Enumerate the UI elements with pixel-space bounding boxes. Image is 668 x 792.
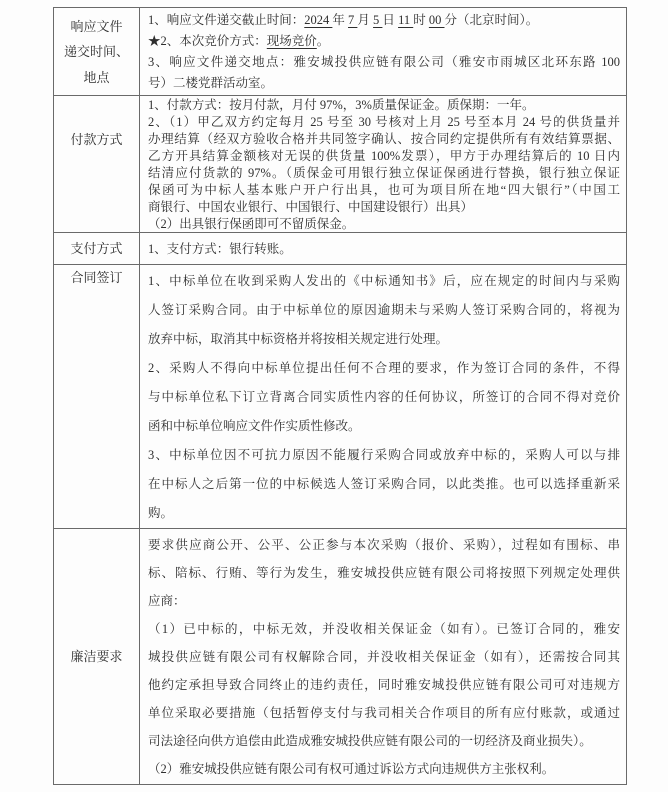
text-segment: ★2、本次竞价方式： (148, 34, 267, 48)
text-segment: 司法途径向供方追偿由此造成雅安城投供应链有限公司的一切经济及商业损失）。 (148, 734, 592, 748)
text-segment: 3、响应文件递交地点：雅安城投供应链有限公司（雅安市雨城区北环东路 100 (148, 55, 620, 69)
text-line (148, 97, 620, 114)
text-segment: 保函可为中标人基本账户开户行出具，也可为项目所在地“四大银行”（中国工 (148, 183, 620, 197)
text-segment: 标、陪标、行贿、等行为发生，雅安城投供应链有限公司将按照下列规定处理供 (148, 566, 620, 580)
row-label-line: 廉洁要求 (70, 649, 123, 664)
text-segment: （1）已中标的，中标无效，并没收相关保证金（如有）。已签订合同的，雅安 (148, 622, 620, 636)
text-line (148, 267, 620, 296)
text-segment: 商银行、中国农业银行、中国银行、中国建设银行）出具） (148, 200, 474, 214)
table-row-contract-signing (54, 264, 626, 528)
text-segment: 人签订采购合同。由于中标单位的原因逾期未与采购人签订采购合同的，将视为 (148, 303, 620, 317)
text-line (148, 354, 620, 383)
text-line (148, 148, 620, 165)
row-label-payment-terms (54, 96, 140, 232)
row-label-integrity (54, 529, 140, 784)
row-label-payment-method (54, 233, 140, 264)
text-line (148, 643, 620, 671)
row-label-line: 地点 (83, 69, 110, 85)
text-line (148, 114, 620, 131)
text-segment: 时 (413, 13, 429, 27)
text-segment: 结清应付货款的 97%。（质保金可用银行独立保证保函进行替换，银行独立保证 (148, 166, 620, 180)
table-row-submission (54, 8, 626, 95)
text-line (148, 216, 620, 232)
text-line (148, 131, 620, 148)
text-line (148, 531, 620, 559)
row-content-integrity (140, 529, 626, 784)
text-segment: 。 (316, 34, 330, 48)
table-row-payment-terms (54, 95, 626, 232)
row-label-line: 递交时间、 (63, 44, 129, 59)
text-segment: 1、响应文件递交截止时间： (148, 13, 305, 27)
text-segment: 与中标单位私下订立背离合同实质性内容的任何协议，所签订的合同不得对竞价 (148, 390, 620, 404)
text-line (148, 199, 620, 216)
text-line (148, 499, 620, 528)
row-label-line: 支付方式 (70, 241, 123, 256)
text-line (148, 182, 620, 199)
text-segment: （2）雅安城投供应链有限公司有权可通过诉讼方式向违规供方主张权利。 (148, 762, 555, 776)
text-line (148, 165, 620, 182)
text-segment: 放弃中标，取消其中标资格并将按相关规定进行处理。 (148, 332, 449, 346)
text-line (148, 52, 620, 73)
text-segment: 1、付款方式：按月付款，月付 97%，3%质量保证金。质保期：一年。 (148, 98, 535, 112)
text-segment: 函和中标单位响应文件作实质性修改。 (148, 419, 361, 433)
underlined-text: 11 (398, 13, 414, 27)
table-row-payment-method (54, 232, 626, 264)
row-label-line: 合同签订 (70, 270, 123, 285)
text-segment: 要求供应商公开、公平、公正参与本次采购（报价、采购），过程如有围标、串 (148, 538, 620, 552)
text-segment: 1、支付方式：银行转账。 (148, 242, 292, 256)
text-line (148, 671, 620, 699)
text-segment: 号）二楼党群活动室。 (148, 76, 274, 90)
table-row-integrity (54, 528, 626, 784)
underlined-text: 5 (373, 13, 383, 27)
row-label-contract-signing (54, 265, 140, 528)
row-content-contract-signing (140, 265, 626, 528)
text-line (148, 727, 620, 755)
row-content-submission (140, 8, 626, 95)
text-line (148, 236, 620, 262)
text-segment: 3、中标单位因不可抗力原因不能履行采购合同或放弃中标的，采购人可以与排 (148, 448, 620, 462)
text-line (148, 615, 620, 643)
text-segment: 分（北京时间）。 (444, 13, 539, 27)
text-segment: 乙方开具结算金额核对无误的供货量 100%发票），甲方于办理结算后的 10 日内 (148, 149, 620, 163)
text-segment: 购。 (148, 506, 174, 520)
text-line (148, 325, 620, 354)
text-line (148, 73, 620, 94)
text-segment: 2、（1）甲乙双方约定每月 25 号至 30 号核对上月 25 号至本月 24 号的供货量并 (148, 115, 620, 129)
text-segment: 在中标人之后第一位的中标候选人签订采购合同，以此类推。也可以选择重新采 (148, 477, 620, 491)
text-segment: 日 (382, 13, 399, 27)
row-label-line: 付款方式 (70, 132, 123, 147)
text-line (148, 296, 620, 325)
text-line (148, 559, 620, 587)
text-line (148, 470, 620, 499)
text-line (148, 587, 620, 615)
text-segment: 2、采购人不得向中标单位提出任何不合理的要求，作为签订合同的条件，不得 (148, 361, 620, 375)
text-line (148, 31, 620, 52)
text-line (148, 383, 620, 412)
underlined-text: 2024 (304, 13, 333, 27)
text-segment: 月 (357, 13, 374, 27)
text-segment: （2）出具银行保函即可不留质保金。 (148, 217, 355, 231)
text-segment: 应商： (148, 594, 186, 608)
row-label-submission (54, 8, 140, 95)
text-segment: 他约定承担导致合同终止的违约责任，同时雅安城投供应链有限公司可对违规方 (148, 678, 620, 692)
text-line (148, 441, 620, 470)
text-segment: 年 (332, 13, 349, 27)
text-segment: 办理结算（经双方验收合格并共同签字确认、按合同约定提供所有有效结算票据、 (148, 132, 620, 146)
text-segment: 1、中标单位在收到采购人发出的《中标通知书》后，应在规定的时间内与采购 (148, 274, 620, 288)
text-line (148, 412, 620, 441)
row-label-line: 响应文件 (70, 18, 123, 34)
underlined-text: 00 (428, 13, 445, 27)
terms-table (53, 7, 627, 785)
text-line (148, 755, 620, 783)
underlined-text: 现场竞价 (266, 34, 317, 48)
underlined-text: 7 (348, 13, 358, 27)
row-content-payment-terms (140, 96, 626, 232)
text-segment: 单位采取必要措施（包括暂停支付与我司相关合作项目的所有应付账款，或通过 (148, 706, 620, 720)
text-line (148, 10, 620, 31)
text-line (148, 699, 620, 727)
text-segment: 城投供应链有限公司有权解除合同，并没收相关保证金（如有），还需按合同其 (148, 650, 620, 664)
row-content-payment-method (140, 233, 626, 264)
